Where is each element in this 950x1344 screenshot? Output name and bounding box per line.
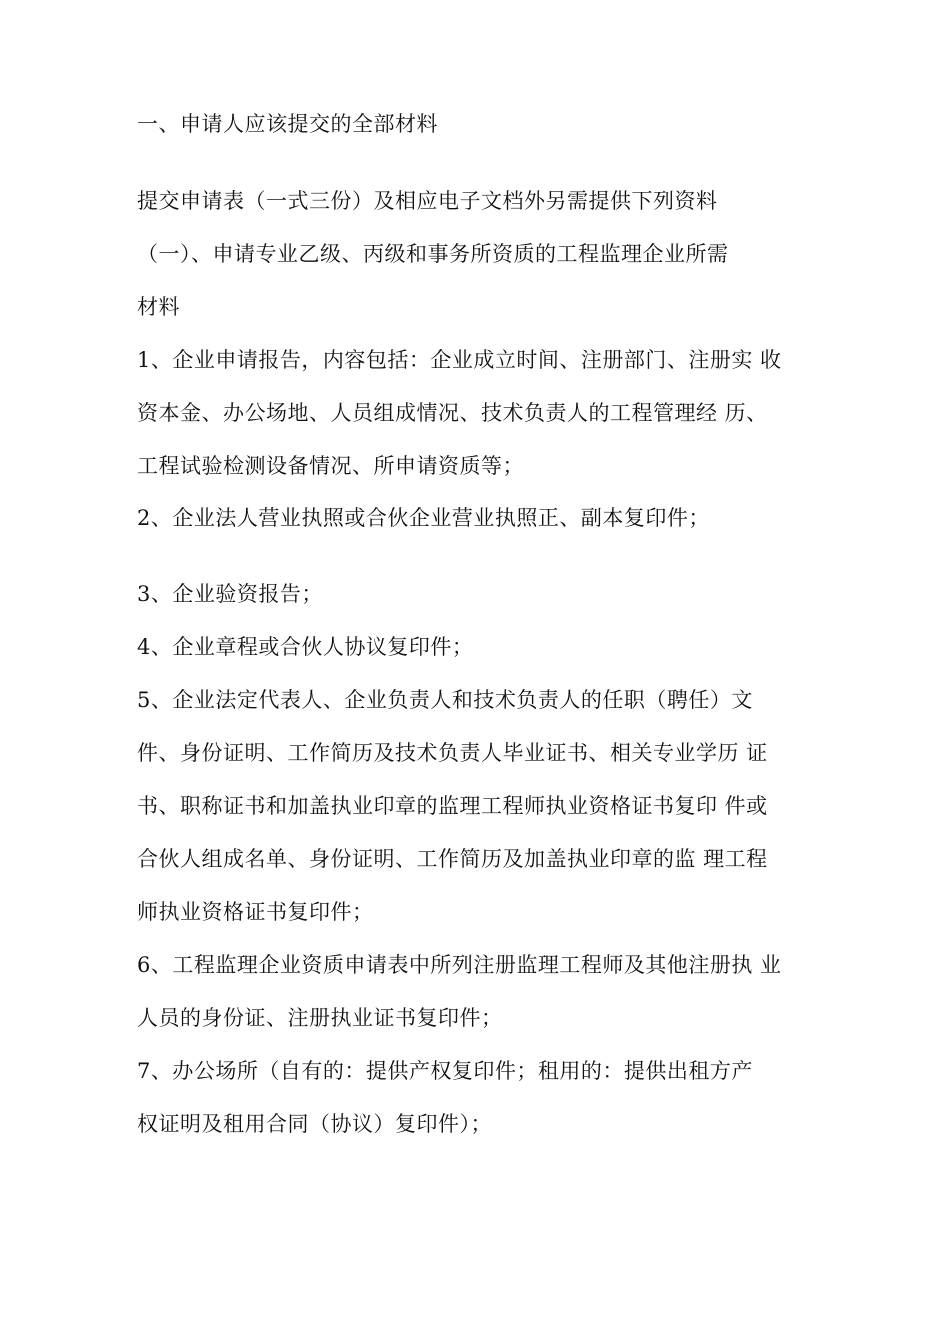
item-1-line-1: 1、企业申请报告，内容包括：企业成立时间、注册部门、注册实 收 — [137, 348, 782, 372]
item-5-line-3: 书、职称证书和加盖执业印章的监理工程师执业资格证书复印 件或 — [137, 794, 768, 818]
item-7-line-1: 7、办公场所（自有的：提供产权复印件；租用的：提供出租方产 — [137, 1059, 753, 1083]
item-5-line-1: 5、企业法定代表人、企业负责人和技术负责人的任职（聘任）文 — [137, 688, 753, 712]
section-title-line-2: 材料 — [137, 295, 180, 319]
item-3-line-1: 3、企业验资报告； — [137, 582, 323, 606]
item-2-line-1: 2、企业法人营业执照或合伙企业营业执照正、副本复印件； — [137, 506, 710, 530]
section-title-line-1: （一）、申请专业乙级、丙级和事务所资质的工程监理企业所需 — [137, 242, 729, 266]
item-5-line-5: 师执业资格证书复印件； — [137, 900, 374, 924]
item-5-line-2: 件、身份证明、工作简历及技术负责人毕业证书、相关专业学历 证 — [137, 741, 768, 765]
item-6-line-2: 人员的身份证、注册执业证书复印件； — [137, 1006, 503, 1030]
intro-paragraph: 提交申请表（一式三份）及相应电子文档外另需提供下列资料 — [137, 189, 718, 213]
item-5-line-4: 合伙人组成名单、身份证明、工作简历及加盖执业印章的监 理工程 — [137, 847, 768, 871]
item-1-line-2: 资本金、办公场地、人员组成情况、技术负责人的工程管理经 历、 — [137, 401, 768, 425]
document-heading: 一、申请人应该提交的全部材料 — [137, 112, 438, 136]
item-1-line-3: 工程试验检测设备情况、所申请资质等； — [137, 454, 524, 478]
item-6-line-1: 6、工程监理企业资质申请表中所列注册监理工程师及其他注册执 业 — [137, 953, 782, 977]
item-4-line-1: 4、企业章程或合伙人协议复印件； — [137, 635, 474, 659]
item-7-line-2: 权证明及租用合同（协议）复印件）； — [137, 1112, 492, 1136]
